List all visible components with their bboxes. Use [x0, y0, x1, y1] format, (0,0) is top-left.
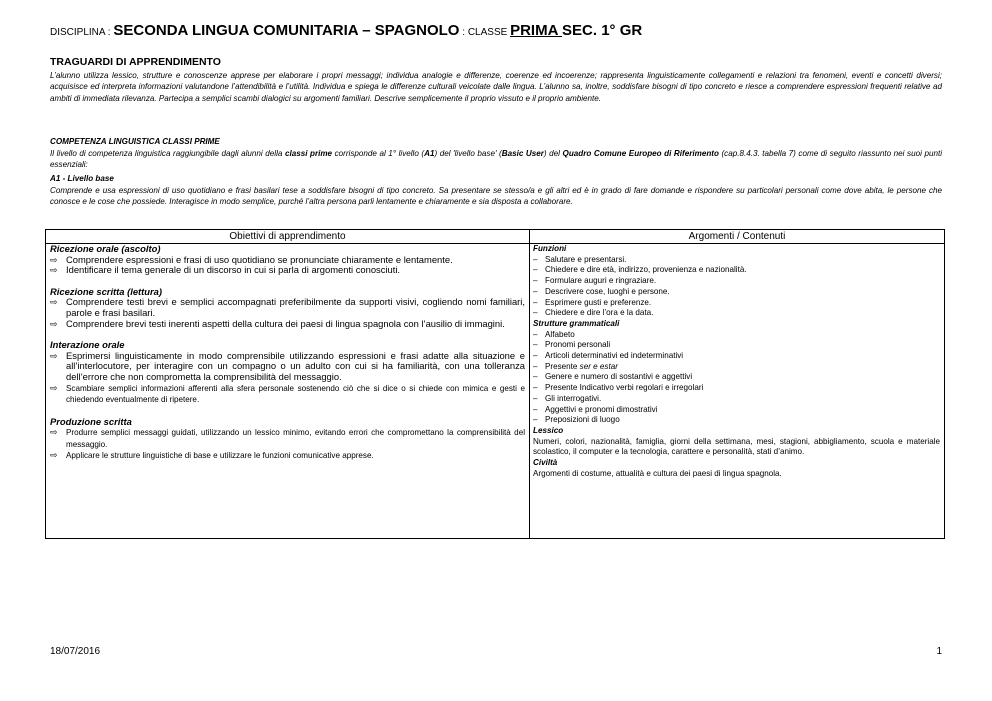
a1-title: A1 - Livello base — [50, 174, 114, 183]
list-item-text: Comprendere brevi testi inerenti aspetti della cultura dei paesi di lingua spagnola con l’ausilio di immagini. — [66, 317, 505, 329]
list-item — [533, 276, 940, 287]
text-run: ) del 'livello base' ( — [434, 149, 502, 158]
list-item-text: Articoli determinativi ed indeterminativi — [545, 351, 684, 361]
list-item-text: Presente — [545, 361, 580, 371]
list-item — [50, 427, 525, 450]
dash-icon: – — [533, 361, 538, 371]
list-item — [533, 308, 940, 319]
traguardi-text: L’alunno utilizza lessico, strutture e conoscenze apprese per elaborare i propri messaggi; individua analogie e differenze, coerenze ed incoerenze; rappresenta linguisticamente collegamenti e relazioni tra fenomeni, eventi e concetti diversi; acquisisce ed interpreta informazioni valutandone l’attendibilità e l’utilità. Individua e spiega le differenze culturali veicolate dalle lingua. L’alunno sa, inoltre, soddisfare bisogni di tipo concreto e riesce a comprendere espressioni frequenti relative ad ambiti di immediata rilevanza. Partecipa a semplici scambi dialogici su argomenti familiari. Descrive semplicemente il proprio vissuto e il proprio ambiente. — [50, 71, 942, 103]
list-item — [533, 415, 940, 426]
dash-icon: – — [533, 286, 538, 296]
civilta-title: Civiltà — [533, 458, 558, 468]
list-item-text: Alfabeto — [545, 329, 575, 339]
list-item-text: Gli interrogativi. — [545, 393, 602, 403]
arrow-icon: ⇨ — [50, 318, 58, 329]
list-item-text: Produrre semplici messaggi guidati, utilizzando un lessico minimo, evitando errori che compromettano la comprensibilità del messaggio. — [66, 428, 525, 449]
section-title: Ricezione scritta (lettura) — [50, 285, 163, 297]
list-item — [533, 351, 940, 362]
civilta-text: Argomenti di costume, attualità e cultura dei paesi di lingua spagnola. — [533, 468, 782, 478]
dash-icon: – — [533, 393, 538, 403]
list-item-text: Salutare e presentarsi. — [545, 254, 627, 264]
list-item-text: Esprimersi linguisticamente in modo comprensibile utilizzando espressioni e frasi adatte alla situazione e all’interlocutore, per interagire con un compagno o un adulto con cui si ha familiarità, con una tolleranza dell’errore che non comprometta la comprensibilità del messaggio. — [66, 349, 525, 382]
section-title: Interazione orale — [50, 339, 125, 351]
list-item-text: Applicare le strutture linguistiche di base e utilizzare le funzioni comunicative apprese. — [66, 451, 374, 461]
section-title: Ricezione orale (ascolto) — [50, 243, 161, 254]
arrow-icon: ⇨ — [50, 382, 58, 393]
list-item-text: Chiedere e dire l’ora e la data. — [545, 308, 654, 318]
list-item — [533, 255, 940, 266]
list-item-text: Scambiare semplici informazioni afferenti alla sfera personale sostenendo ciò che si dice o si chiede con mimica e gesti e chiedendo eventualmente di ripetere. — [66, 383, 525, 405]
arrow-icon: ⇨ — [50, 297, 58, 308]
document-header — [50, 22, 642, 40]
list-item — [533, 383, 940, 394]
list-item-text: Identificare il tema generale di un discorso in cui si parla di argomenti conosciuti. — [66, 264, 401, 276]
arrow-icon: ⇨ — [50, 450, 58, 461]
list-item-text: Preposizioni di luogo — [545, 415, 620, 425]
disciplina-label: DISCIPLINA : — [50, 27, 114, 38]
lessico-title: Lessico — [533, 425, 564, 435]
list-item-text: Presente Indicativo verbi regolari e irregolari — [545, 383, 704, 393]
list-item — [533, 265, 940, 276]
classe-label: : CLASSE — [459, 27, 511, 38]
list-item-text: Comprendere testi brevi e semplici accompagnati preferibilmente da supporti visivi, cogliendo nomi familiari, parole e frasi basilari. — [66, 296, 525, 318]
dash-icon: – — [533, 372, 538, 382]
dash-icon: – — [533, 297, 538, 307]
text-run: (cap.8.4.3. tabella 7) come di seguito riassunto nei suoi punti essenziali: — [50, 149, 942, 170]
list-item — [533, 330, 940, 341]
list-item-text: Esprimere gusti e preferenze. — [545, 297, 652, 307]
list-item — [533, 340, 940, 351]
list-item — [533, 287, 940, 298]
disciplina-title: SECONDA LINGUA COMUNITARIA – SPAGNOLO — [113, 22, 460, 39]
contents-column — [530, 230, 944, 538]
arrow-icon: ⇨ — [50, 254, 58, 265]
list-item — [50, 297, 525, 318]
list-item — [533, 362, 940, 373]
dash-icon: – — [533, 329, 538, 339]
dash-icon: – — [533, 415, 538, 425]
dash-icon: – — [533, 254, 538, 264]
text-run: corrisponde al 1° livello ( — [332, 149, 425, 158]
section-title: Produzione scritta — [50, 415, 132, 427]
dash-icon: – — [533, 340, 538, 350]
list-item-text: Pronomi personali — [545, 340, 611, 350]
list-item — [533, 372, 940, 383]
traguardi-title: TRAGUARDI DI APPRENDIMENTO — [50, 56, 221, 68]
grade-level: SEC. 1° GR — [562, 22, 643, 39]
list-item — [50, 265, 525, 276]
arrow-icon: ⇨ — [50, 265, 58, 276]
list-item-text: Chiedere e dire età, indirizzo, provenienza e nazionalità. — [545, 265, 747, 275]
dash-icon: – — [533, 404, 538, 414]
list-item — [50, 450, 525, 462]
list-item — [533, 405, 940, 416]
dash-icon: – — [533, 351, 538, 361]
footer-date: 18/07/2016 — [50, 646, 101, 657]
list-item — [50, 351, 525, 383]
arrow-icon: ⇨ — [50, 427, 58, 438]
text-run: Il livello di competenza linguistica raggiungibile dagli alunni della — [50, 149, 285, 158]
contents-header: Argomenti / Contenuti — [530, 230, 944, 244]
arrow-icon: ⇨ — [50, 350, 58, 361]
objectives-table — [45, 229, 945, 539]
classe-value: PRIMA — [510, 22, 563, 39]
dash-icon: – — [533, 276, 538, 286]
text-run-bold: A1 — [424, 149, 435, 158]
list-item-text: Formulare auguri e ringraziare. — [545, 276, 657, 286]
a1-text: Comprende e usa espressioni di uso quotidiano e frasi basilari tese a soddisfare bisogni di tipo concreto. Sa presentare se stesso/a e gli altri ed è in grado di fare domande e rispondere su particolari personali come dove abita, le persone che conosce e le cose che possiede. Interagisce in modo semplice, purché l’altra persona parli lentamente e chiaramente e sia disposta a collaborare. — [50, 186, 942, 207]
objectives-column — [46, 230, 530, 538]
list-item-text: Genere e numero di sostantivi e aggettivi — [545, 372, 693, 382]
text-run-bold: classi prime — [284, 149, 333, 158]
list-item-text: Aggettivi e pronomi dimostrativi — [545, 404, 658, 414]
competenza-text — [50, 148, 942, 171]
page-number: 1 — [936, 646, 942, 657]
objectives-header: Obiettivi di apprendimento — [46, 230, 529, 244]
list-item-text: Descrivere cose, luoghi e persone. — [545, 286, 670, 296]
lessico-text: Numeri, colori, nazionalità, famiglia, giorni della settimana, mesi, stagioni, abbigliamento, scuola e materiale scolastico, il computer e la tecnologia, carattere e personalità, stati d’animo. — [533, 436, 940, 457]
strutture-title: Strutture grammaticali — [533, 318, 620, 328]
competenza-title: COMPETENZA LINGUISTICA CLASSI PRIME — [50, 137, 220, 146]
list-item-text-italic: ser e estar — [579, 361, 618, 371]
list-item — [533, 298, 940, 309]
list-item — [533, 394, 940, 405]
dash-icon: – — [533, 265, 538, 275]
dash-icon: – — [533, 383, 538, 393]
funzioni-title: Funzioni — [533, 244, 567, 253]
dash-icon: – — [533, 308, 538, 318]
text-run-bold: Basic User — [501, 149, 544, 158]
text-run: ) del — [543, 149, 563, 158]
list-item — [50, 319, 525, 330]
text-run-bold: Quadro Comune Europeo di Riferimento — [562, 149, 719, 158]
list-item — [50, 383, 525, 406]
list-item-text: Comprendere espressioni e frasi di uso quotidiano se pronunciate chiaramente e lentamente. — [66, 253, 453, 265]
